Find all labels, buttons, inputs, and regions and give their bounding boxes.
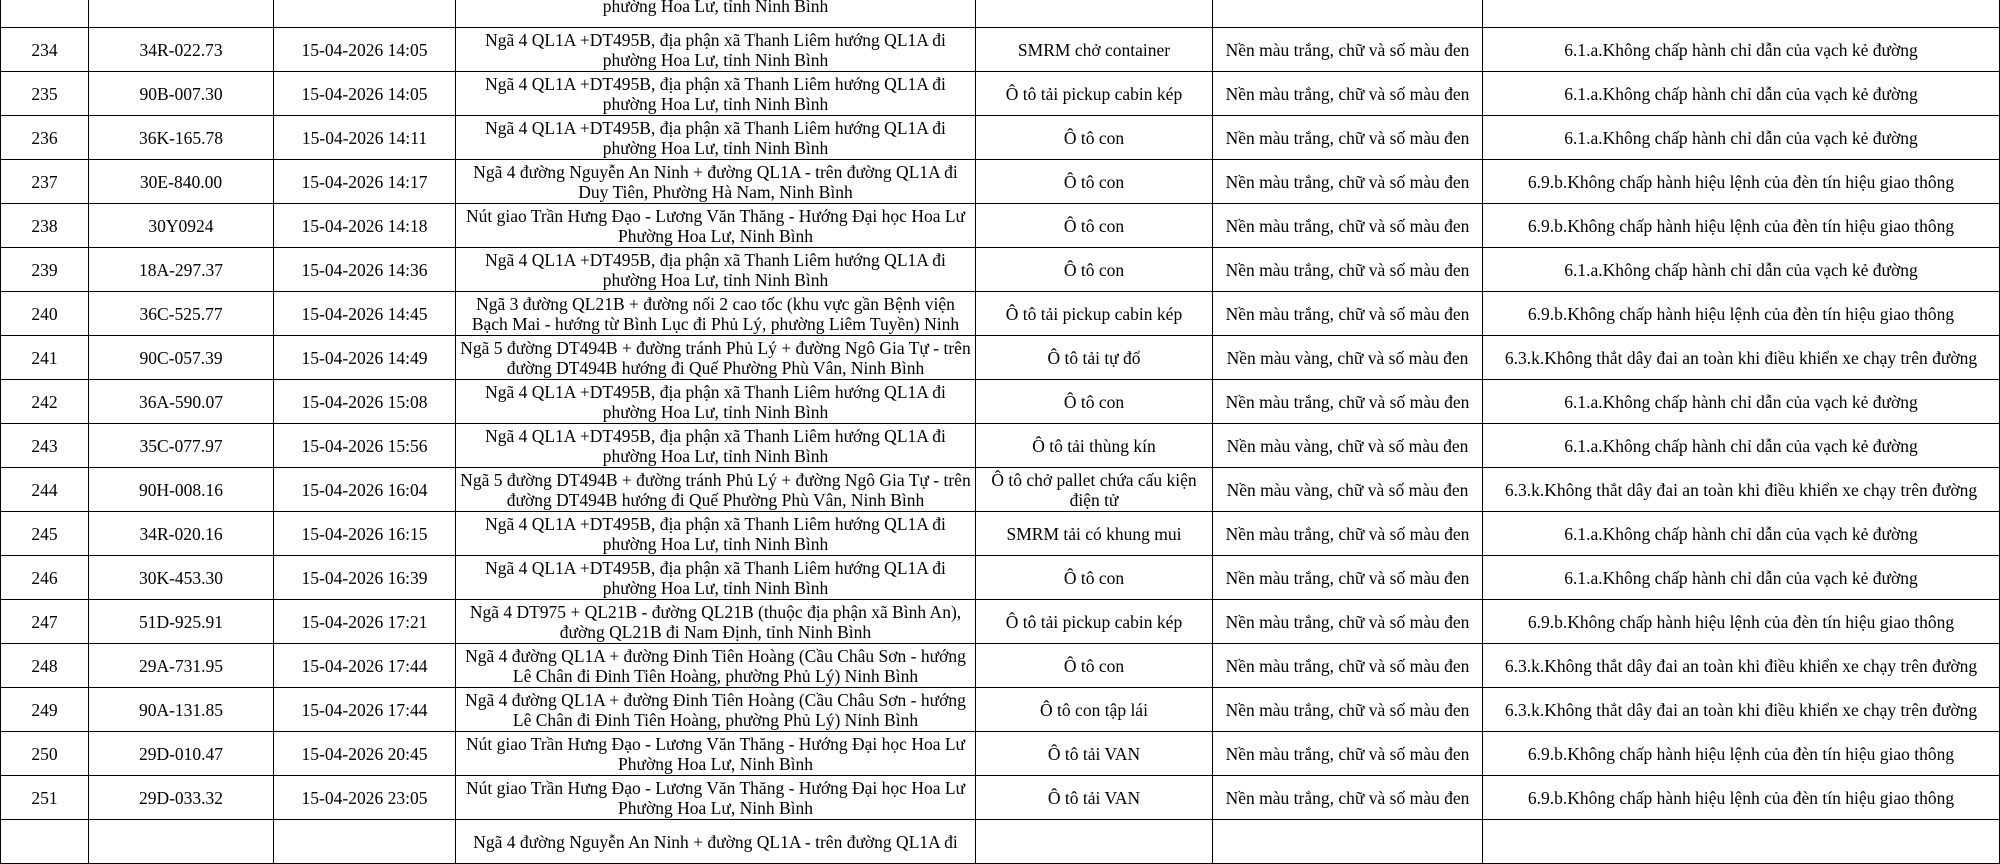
plate-color-cell: Nền màu trắng, chữ và số màu đen bbox=[1213, 776, 1483, 820]
license-plate-cell bbox=[89, 820, 274, 864]
plate-color-cell: Nền màu trắng, chữ và số màu đen bbox=[1213, 688, 1483, 732]
license-plate-cell: 90H-008.16 bbox=[89, 468, 274, 512]
violation-time-cell: 15-04-2026 14:49 bbox=[274, 336, 456, 380]
violation-time-cell: 15-04-2026 14:18 bbox=[274, 204, 456, 248]
violation-location-cell: Ngã 5 đường DT494B + đường tránh Phủ Lý + đường Ngô Gia Tự - trên đường DT494B hướng đi Quế Phường Phù Vân, Ninh Bình bbox=[456, 468, 976, 512]
violation-location-cell: Nút giao Trần Hưng Đạo - Lương Văn Thăng - Hướng Đại học Hoa Lư Phường Hoa Lư, Ninh Bình bbox=[456, 732, 976, 776]
plate-color-cell: Nền màu trắng, chữ và số màu đen bbox=[1213, 292, 1483, 336]
table-row bbox=[1, 72, 2000, 116]
table-row bbox=[1, 292, 2000, 336]
plate-color-cell: Nền màu trắng, chữ và số màu đen bbox=[1213, 28, 1483, 72]
violation-location-cell: Ngã 4 QL1A +DT495B, địa phận xã Thanh Liêm hướng QL1A đi phường Hoa Lư, tỉnh Ninh Bình bbox=[456, 556, 976, 600]
license-plate-cell: 51D-925.91 bbox=[89, 600, 274, 644]
license-plate-cell: 30K-453.30 bbox=[89, 556, 274, 600]
vehicle-type-cell: Ô tô tải tự đổ bbox=[976, 336, 1213, 380]
violation-description-cell: 6.3.k.Không thắt dây đai an toàn khi điều khiển xe chạy trên đường bbox=[1483, 468, 2000, 512]
license-plate-cell: 29D-033.32 bbox=[89, 776, 274, 820]
row-number-cell: 235 bbox=[1, 72, 89, 116]
plate-color-cell: Nền màu trắng, chữ và số màu đen bbox=[1213, 72, 1483, 116]
violation-time-cell: 15-04-2026 17:44 bbox=[274, 644, 456, 688]
violation-location-cell: Ngã 3 đường QL21B + đường nối 2 cao tốc (khu vực gần Bệnh viện Bạch Mai - hướng từ Bình Lục đi Phủ Lý, phường Liêm Tuyền) Ninh bbox=[456, 292, 976, 336]
vehicle-type-cell: Ô tô tải VAN bbox=[976, 776, 1213, 820]
row-number-cell: 241 bbox=[1, 336, 89, 380]
violation-time-cell: 15-04-2026 14:05 bbox=[274, 28, 456, 72]
violation-location-cell: Ngã 4 QL1A +DT495B, địa phận xã Thanh Liêm hướng QL1A đi phường Hoa Lư, tỉnh Ninh Bình bbox=[456, 248, 976, 292]
row-number-cell: 238 bbox=[1, 204, 89, 248]
table-row bbox=[1, 116, 2000, 160]
violation-description-cell: 6.1.a.Không chấp hành chỉ dẫn của vạch kẻ đường bbox=[1483, 380, 2000, 424]
table-row bbox=[1, 512, 2000, 556]
license-plate-cell bbox=[89, 0, 274, 28]
violation-description-cell: 6.1.a.Không chấp hành chỉ dẫn của vạch kẻ đường bbox=[1483, 72, 2000, 116]
violation-location-cell: Ngã 4 QL1A +DT495B, địa phận xã Thanh Liêm hướng QL1A đi phường Hoa Lư, tỉnh Ninh Bình bbox=[456, 116, 976, 160]
plate-color-cell: Nền màu trắng, chữ và số màu đen bbox=[1213, 380, 1483, 424]
license-plate-cell: 34R-022.73 bbox=[89, 28, 274, 72]
violation-location-cell: Ngã 4 đường QL1A + đường Đinh Tiên Hoàng (Cầu Châu Sơn - hướng Lê Chân đi Đinh Tiên Hoàng, phường Phủ Lý) Ninh Bình bbox=[456, 644, 976, 688]
row-number-cell: 236 bbox=[1, 116, 89, 160]
vehicle-type-cell: Ô tô con bbox=[976, 644, 1213, 688]
violation-location-cell: Ngã 4 QL1A +DT495B, địa phận xã Thanh Liêm hướng QL1A đi phường Hoa Lư, tỉnh Ninh Bình bbox=[456, 512, 976, 556]
violation-time-cell: 15-04-2026 14:36 bbox=[274, 248, 456, 292]
license-plate-cell: 36K-165.78 bbox=[89, 116, 274, 160]
violation-location-cell: Ngã 4 QL1A +DT495B, địa phận xã Thanh Liêm hướng QL1A đi phường Hoa Lư, tỉnh Ninh Bình bbox=[456, 380, 976, 424]
violation-description-cell: 6.9.b.Không chấp hành hiệu lệnh của đèn tín hiệu giao thông bbox=[1483, 292, 2000, 336]
table-row bbox=[1, 160, 2000, 204]
violation-description-cell: 6.1.a.Không chấp hành chỉ dẫn của vạch kẻ đường bbox=[1483, 512, 2000, 556]
violation-description-cell: 6.9.b.Không chấp hành hiệu lệnh của đèn tín hiệu giao thông bbox=[1483, 204, 2000, 248]
vehicle-type-cell: Ô tô con bbox=[976, 116, 1213, 160]
vehicle-type-cell: Ô tô con bbox=[976, 556, 1213, 600]
table-row bbox=[1, 0, 2000, 28]
row-number-cell: 246 bbox=[1, 556, 89, 600]
table-row bbox=[1, 380, 2000, 424]
violation-time-cell bbox=[274, 820, 456, 864]
table-row bbox=[1, 688, 2000, 732]
violation-description-cell: 6.1.a.Không chấp hành chỉ dẫn của vạch kẻ đường bbox=[1483, 116, 2000, 160]
row-number-cell: 240 bbox=[1, 292, 89, 336]
license-plate-cell: 29D-010.47 bbox=[89, 732, 274, 776]
row-number-cell bbox=[1, 0, 89, 28]
violation-time-cell: 15-04-2026 20:45 bbox=[274, 732, 456, 776]
violation-time-cell: 15-04-2026 16:39 bbox=[274, 556, 456, 600]
plate-color-cell: Nền màu vàng, chữ và số màu đen bbox=[1213, 468, 1483, 512]
violation-description-cell: 6.1.a.Không chấp hành chỉ dẫn của vạch kẻ đường bbox=[1483, 28, 2000, 72]
plate-color-cell: Nền màu trắng, chữ và số màu đen bbox=[1213, 204, 1483, 248]
row-number-cell: 234 bbox=[1, 28, 89, 72]
license-plate-cell: 36A-590.07 bbox=[89, 380, 274, 424]
vehicle-type-cell: Ô tô tải pickup cabin kép bbox=[976, 72, 1213, 116]
plate-color-cell: Nền màu trắng, chữ và số màu đen bbox=[1213, 248, 1483, 292]
violation-location-cell: Ngã 4 QL1A +DT495B, địa phận xã Thanh Liêm hướng QL1A đi phường Hoa Lư, tỉnh Ninh Bình bbox=[456, 424, 976, 468]
license-plate-cell: 34R-020.16 bbox=[89, 512, 274, 556]
violation-description-cell: 6.1.a.Không chấp hành chỉ dẫn của vạch kẻ đường bbox=[1483, 556, 2000, 600]
row-number-cell: 250 bbox=[1, 732, 89, 776]
violation-location-cell: Ngã 4 đường Nguyễn An Ninh + đường QL1A - trên đường QL1A đi bbox=[456, 820, 976, 864]
violation-description-cell: 6.3.k.Không thắt dây đai an toàn khi điều khiển xe chạy trên đường bbox=[1483, 644, 2000, 688]
plate-color-cell: Nền màu trắng, chữ và số màu đen bbox=[1213, 556, 1483, 600]
vehicle-type-cell: Ô tô chở pallet chứa cấu kiện điện tử bbox=[976, 468, 1213, 512]
violation-description-cell: 6.1.a.Không chấp hành chỉ dẫn của vạch kẻ đường bbox=[1483, 424, 2000, 468]
row-number-cell: 245 bbox=[1, 512, 89, 556]
license-plate-cell: 30Y0924 bbox=[89, 204, 274, 248]
vehicle-type-cell: Ô tô tải pickup cabin kép bbox=[976, 600, 1213, 644]
violation-description-cell: 6.1.a.Không chấp hành chỉ dẫn của vạch kẻ đường bbox=[1483, 248, 2000, 292]
table-row bbox=[1, 644, 2000, 688]
license-plate-cell: 90C-057.39 bbox=[89, 336, 274, 380]
violation-time-cell: 15-04-2026 14:17 bbox=[274, 160, 456, 204]
vehicle-type-cell: SMRM chở container bbox=[976, 28, 1213, 72]
vehicle-type-cell bbox=[976, 820, 1213, 864]
violation-location-cell: Nút giao Trần Hưng Đạo - Lương Văn Thăng - Hướng Đại học Hoa Lư Phường Hoa Lư, Ninh Bình bbox=[456, 776, 976, 820]
table-row bbox=[1, 204, 2000, 248]
table-row bbox=[1, 336, 2000, 380]
plate-color-cell: Nền màu trắng, chữ và số màu đen bbox=[1213, 644, 1483, 688]
violation-time-cell: 15-04-2026 23:05 bbox=[274, 776, 456, 820]
violation-location-cell: phường Hoa Lư, tỉnh Ninh Bình bbox=[456, 0, 976, 28]
violation-time-cell: 15-04-2026 15:08 bbox=[274, 380, 456, 424]
row-number-cell bbox=[1, 820, 89, 864]
license-plate-cell: 90A-131.85 bbox=[89, 688, 274, 732]
violation-location-cell: Ngã 4 đường Nguyễn An Ninh + đường QL1A - trên đường QL1A đi Duy Tiên, Phường Hà Nam, Ninh Bình bbox=[456, 160, 976, 204]
vehicle-type-cell: Ô tô con bbox=[976, 248, 1213, 292]
row-number-cell: 244 bbox=[1, 468, 89, 512]
violation-description-cell: 6.9.b.Không chấp hành hiệu lệnh của đèn tín hiệu giao thông bbox=[1483, 732, 2000, 776]
violation-description-cell: 6.9.b.Không chấp hành hiệu lệnh của đèn tín hiệu giao thông bbox=[1483, 776, 2000, 820]
violation-time-cell: 15-04-2026 17:44 bbox=[274, 688, 456, 732]
row-number-cell: 237 bbox=[1, 160, 89, 204]
plate-color-cell: Nền màu trắng, chữ và số màu đen bbox=[1213, 512, 1483, 556]
license-plate-cell: 30E-840.00 bbox=[89, 160, 274, 204]
license-plate-cell: 36C-525.77 bbox=[89, 292, 274, 336]
license-plate-cell: 90B-007.30 bbox=[89, 72, 274, 116]
plate-color-cell: Nền màu trắng, chữ và số màu đen bbox=[1213, 732, 1483, 776]
vehicle-type-cell: SMRM tải có khung mui bbox=[976, 512, 1213, 556]
violation-time-cell: 15-04-2026 14:45 bbox=[274, 292, 456, 336]
license-plate-cell: 18A-297.37 bbox=[89, 248, 274, 292]
table-row bbox=[1, 732, 2000, 776]
violation-description-cell bbox=[1483, 820, 2000, 864]
plate-color-cell bbox=[1213, 820, 1483, 864]
violation-time-cell: 15-04-2026 17:21 bbox=[274, 600, 456, 644]
plate-color-cell: Nền màu vàng, chữ và số màu đen bbox=[1213, 336, 1483, 380]
row-number-cell: 243 bbox=[1, 424, 89, 468]
plate-color-cell: Nền màu trắng, chữ và số màu đen bbox=[1213, 600, 1483, 644]
vehicle-type-cell: Ô tô tải pickup cabin kép bbox=[976, 292, 1213, 336]
violation-time-cell: 15-04-2026 14:05 bbox=[274, 72, 456, 116]
violation-description-cell: 6.3.k.Không thắt dây đai an toàn khi điều khiển xe chạy trên đường bbox=[1483, 336, 2000, 380]
table-row bbox=[1, 424, 2000, 468]
vehicle-type-cell: Ô tô con bbox=[976, 380, 1213, 424]
violation-time-cell: 15-04-2026 14:11 bbox=[274, 116, 456, 160]
violation-location-cell: Nút giao Trần Hưng Đạo - Lương Văn Thăng - Hướng Đại học Hoa Lư Phường Hoa Lư, Ninh Bình bbox=[456, 204, 976, 248]
vehicle-type-cell: Ô tô con bbox=[976, 160, 1213, 204]
violation-time-cell: 15-04-2026 16:15 bbox=[274, 512, 456, 556]
table-row bbox=[1, 248, 2000, 292]
vehicle-type-cell: Ô tô con tập lái bbox=[976, 688, 1213, 732]
row-number-cell: 239 bbox=[1, 248, 89, 292]
plate-color-cell: Nền màu vàng, chữ và số màu đen bbox=[1213, 424, 1483, 468]
violation-description-cell: 6.9.b.Không chấp hành hiệu lệnh của đèn tín hiệu giao thông bbox=[1483, 160, 2000, 204]
violation-location-cell: Ngã 4 QL1A +DT495B, địa phận xã Thanh Liêm hướng QL1A đi phường Hoa Lư, tỉnh Ninh Bình bbox=[456, 72, 976, 116]
row-number-cell: 251 bbox=[1, 776, 89, 820]
table-row bbox=[1, 776, 2000, 820]
row-number-cell: 242 bbox=[1, 380, 89, 424]
violation-location-cell: Ngã 4 DT975 + QL21B - đường QL21B (thuộc địa phận xã Bình An), đường QL21B đi Nam Định, tỉnh Ninh Bình bbox=[456, 600, 976, 644]
row-number-cell: 248 bbox=[1, 644, 89, 688]
license-plate-cell: 35C-077.97 bbox=[89, 424, 274, 468]
row-number-cell: 247 bbox=[1, 600, 89, 644]
violation-location-cell: Ngã 5 đường DT494B + đường tránh Phủ Lý + đường Ngô Gia Tự - trên đường DT494B hướng đi Quế Phường Phù Vân, Ninh Bình bbox=[456, 336, 976, 380]
table-body bbox=[1, 0, 2000, 864]
violation-time-cell: 15-04-2026 15:56 bbox=[274, 424, 456, 468]
plate-color-cell: Nền màu trắng, chữ và số màu đen bbox=[1213, 160, 1483, 204]
violation-description-cell: 6.9.b.Không chấp hành hiệu lệnh của đèn tín hiệu giao thông bbox=[1483, 600, 2000, 644]
violation-location-cell: Ngã 4 QL1A +DT495B, địa phận xã Thanh Liêm hướng QL1A đi phường Hoa Lư, tỉnh Ninh Bình bbox=[456, 28, 976, 72]
vehicle-type-cell: Ô tô tải thùng kín bbox=[976, 424, 1213, 468]
plate-color-cell bbox=[1213, 0, 1483, 28]
table-row bbox=[1, 820, 2000, 864]
violation-location-cell: Ngã 4 đường QL1A + đường Đinh Tiên Hoàng (Cầu Châu Sơn - hướng Lê Chân đi Đinh Tiên Hoàng, phường Phủ Lý) Ninh Bình bbox=[456, 688, 976, 732]
vehicle-type-cell bbox=[976, 0, 1213, 28]
vehicle-type-cell: Ô tô tải VAN bbox=[976, 732, 1213, 776]
plate-color-cell: Nền màu trắng, chữ và số màu đen bbox=[1213, 116, 1483, 160]
license-plate-cell: 29A-731.95 bbox=[89, 644, 274, 688]
table-row bbox=[1, 600, 2000, 644]
violation-description-cell: 6.3.k.Không thắt dây đai an toàn khi điều khiển xe chạy trên đường bbox=[1483, 688, 2000, 732]
table-row bbox=[1, 468, 2000, 512]
violation-description-cell bbox=[1483, 0, 2000, 28]
table-row bbox=[1, 556, 2000, 600]
violation-time-cell: 15-04-2026 16:04 bbox=[274, 468, 456, 512]
vehicle-type-cell: Ô tô con bbox=[976, 204, 1213, 248]
violation-time-cell bbox=[274, 0, 456, 28]
row-number-cell: 249 bbox=[1, 688, 89, 732]
table-row bbox=[1, 28, 2000, 72]
